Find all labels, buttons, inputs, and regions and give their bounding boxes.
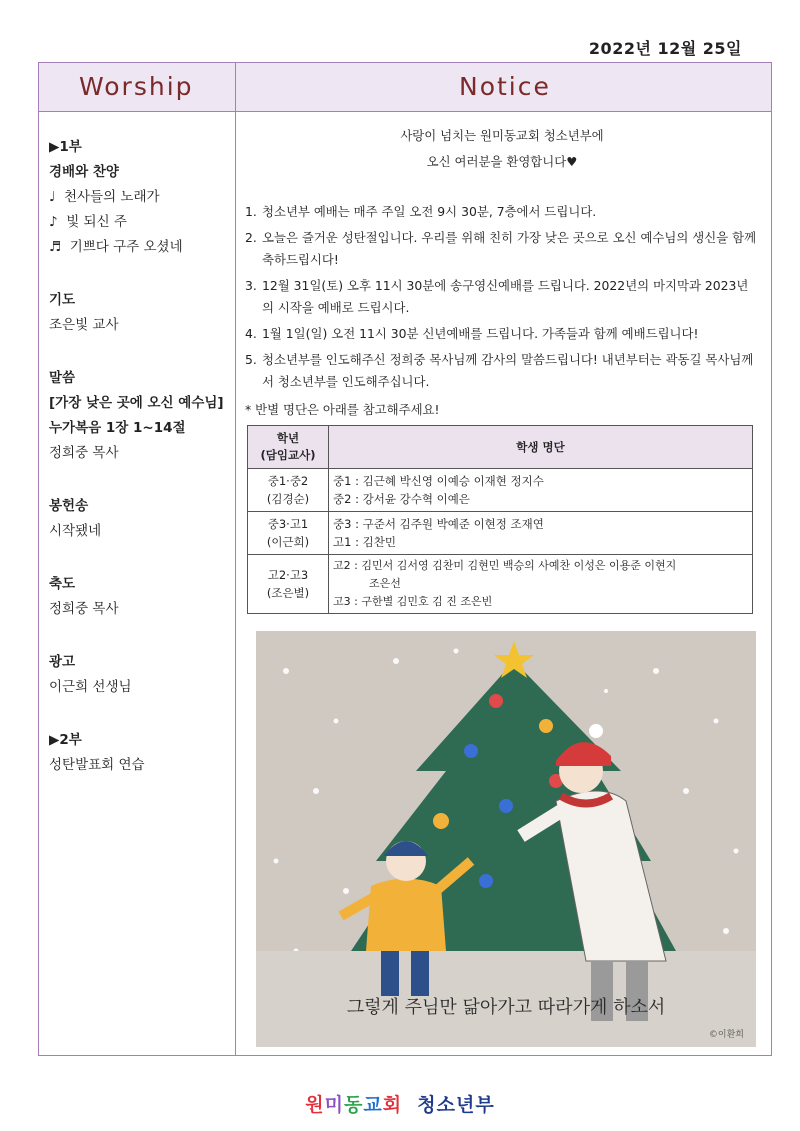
scripture: 누가복음 1장 1~14절 (49, 420, 186, 436)
word-heading: 말씀 (49, 370, 76, 386)
church-char: 원 (305, 1094, 325, 1116)
song-item: ♪ 빛 되신 주 (49, 214, 127, 230)
department-name: 청소년부 (417, 1094, 495, 1116)
notice-item: 5. 청소년부를 인도해주신 정희중 목사님께 감사의 말씀드립니다! 내년부터는 곽동길 목사님께서 청소년부를 인도해주십니다. (245, 352, 754, 389)
part1-heading: ▶1부 (49, 139, 82, 155)
date: 2022년 12월 25일 (588, 39, 742, 58)
worship-order (49, 135, 229, 778)
music-note-icon: ♪ (49, 214, 58, 230)
illustration-signature: ©이환희 (708, 1030, 744, 1040)
song-item: ♬ 기쁘다 구주 오셨네 (49, 239, 183, 255)
students-column-header: 학생 명단 (329, 426, 753, 469)
church-char: 교 (363, 1094, 383, 1116)
notice-heading: Notice (459, 72, 551, 101)
roster-note: * 반별 명단은 아래를 참고해주세요! (245, 402, 440, 417)
music-note-icon: ♬ (49, 239, 62, 255)
table-row: 중3·고1 (이근희) 중3 : 구준서 김주원 박예준 이현정 조재연 고1 : 김찬민 (248, 512, 753, 555)
welcome-message: 사랑이 넘치는 원미동교회 청소년부에 오신 여러분을 환영합니다♥ (400, 128, 604, 169)
church-char: 회 (382, 1094, 403, 1116)
column-divider (235, 63, 236, 1055)
part2-item: 성탄발표회 연습 (49, 757, 145, 773)
grade-column-header: 학년 (담임교사) (248, 426, 329, 469)
footer-church-name (0, 1090, 800, 1117)
preacher: 정희중 목사 (49, 445, 119, 461)
praise-heading: 경배와 찬양 (49, 164, 119, 180)
prayer-heading: 기도 (49, 292, 76, 308)
notice-list (245, 201, 759, 393)
table-row: 고2·고3 (조은별) 고2 : 김민서 김서영 김찬미 김현민 백승의 사예찬 이성은 이용준 이현지 조은선 고3 : 구한별 김민호 김 진 조은빈 (248, 555, 753, 614)
song-item: ♩ 천사들의 노래가 (49, 189, 160, 205)
music-note-icon: ♩ (49, 189, 56, 205)
part2-heading: ▶2부 (49, 732, 82, 748)
table-row: 중1·중2 (김경순) 중1 : 김근혜 박신영 이예승 이재현 정지수 중2 : 강서윤 강수혁 이예은 (248, 469, 753, 512)
illustration-caption: 그렇게 주님만 닮아가고 따라가게 하소서 (346, 997, 666, 1018)
bulletin-frame (38, 62, 772, 1056)
prayer-person: 조은빛 교사 (49, 317, 119, 333)
header-row (39, 63, 771, 112)
worship-heading: Worship (79, 72, 194, 101)
notice-item: 3. 12월 31일(토) 오후 11시 30분에 송구영신예배를 드립니다. 2022년의 마지막과 2023년의 시작을 예배로 드립시다. (245, 278, 749, 315)
notice-item: 4. 1월 1일(일) 오전 11시 30분 신년예배를 드립니다. 가족들과 함께 예배드립니다! (245, 326, 699, 341)
benediction-person: 정희중 목사 (49, 601, 119, 617)
offering-heading: 봉헌송 (49, 498, 89, 514)
church-char: 동 (343, 1094, 364, 1116)
christmas-illustration (256, 631, 756, 1047)
benediction-heading: 축도 (49, 576, 76, 592)
ads-person: 이근희 선생님 (49, 679, 132, 695)
offering-song: 시작됐네 (49, 523, 102, 539)
student-roster-table (247, 425, 753, 614)
notice-item: 1. 청소년부 예배는 매주 주일 오전 9시 30분, 7층에서 드립니다. (245, 204, 597, 219)
notice-item: 2. 오늘은 즐거운 성탄절입니다. 우리를 위해 친히 가장 낮은 곳으로 오신 예수님의 생신을 함께 축하드립시다! (245, 230, 757, 267)
ads-heading: 광고 (49, 654, 76, 670)
notice-section (245, 123, 759, 614)
church-char: 미 (324, 1094, 344, 1116)
sermon-title: [가장 낮은 곳에 오신 예수님] (49, 395, 224, 411)
